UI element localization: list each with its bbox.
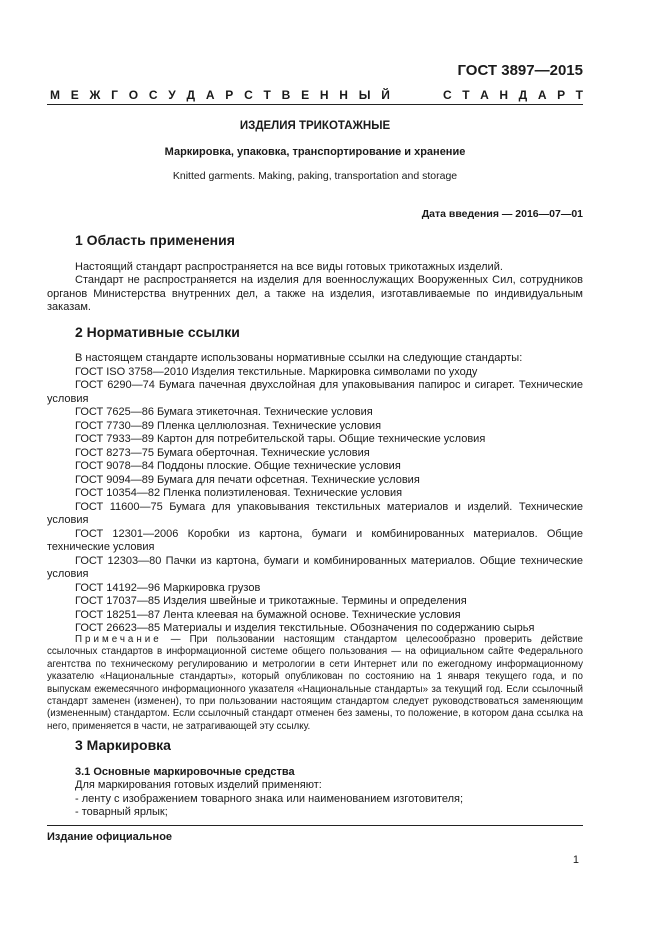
category-letter: А xyxy=(205,88,215,102)
reference-item: ГОСТ 9078—84 Поддоны плоские. Общие технические условия xyxy=(75,460,401,472)
category-letter: Н xyxy=(499,88,509,102)
category-letter: Е xyxy=(301,88,310,102)
reference-item: ГОСТ 14192—96 Маркировка грузов xyxy=(75,581,261,594)
standard-category xyxy=(50,88,583,102)
category-letter: А xyxy=(480,88,489,102)
reference-item: ГОСТ 26623—85 Материалы и изделия текстильные. Обозначения по содержанию сырья xyxy=(75,622,535,634)
note-text: — При пользовании настоящим стандартом целесообразно проверить действие ссылочных стандартов в информационной системе общего пользования — на официальном сайте Федерального агентства по техническому регулированию и метрологии в сети Интернет или по ежегодному информационному указателю «Национальные стандарты», который опубликован по состоянию на 1 января текущего года, и по выпускам ежемесячного информационного указателя «Национальные стандарты» за текущий год. Если ссылочный стандарт заменен (изменен), то при пользовании настоящим стандартом следует руководствоваться заменяющим (измененным) стандартом. Если ссылочный стандарт отменен без замены, то положение, в котором дана ссылка на него, применяется в части, не затрагивающей эту ссылку. xyxy=(47,634,583,732)
category-letter: С xyxy=(244,88,253,102)
reference-item: ГОСТ 7933—89 Картон для потребительской тары. Общие технические условия xyxy=(75,433,486,445)
category-letter: В xyxy=(281,88,291,102)
standard-number: ГОСТ 3897—2015 xyxy=(457,62,583,79)
category-letter: Т xyxy=(575,88,583,102)
reference-item: ГОСТ 11600—75 Бумага для упаковывания текстильных материалов и изделий. Технические условия xyxy=(47,500,583,526)
section3-body xyxy=(47,779,583,820)
header-rule xyxy=(47,104,583,105)
english-title: Knitted garments. Making, paking, transportation and storage xyxy=(172,170,458,182)
category-letter: Н xyxy=(339,88,348,102)
reference-item: ГОСТ 12303—80 Пачки из картона, бумаги и комбинированных материалов. Общие технические условия xyxy=(47,554,583,580)
category-letter: Ы xyxy=(358,88,371,102)
category-letter: У xyxy=(168,88,176,102)
category-letter: Т xyxy=(263,88,271,102)
reference-item: ГОСТ 7625—86 Бумага этикеточная. Технические условия xyxy=(75,406,373,418)
category-letter: Д xyxy=(186,88,196,102)
reference-item: ГОСТ 10354—82 Пленка полиэтиленовая. Технические условия xyxy=(75,487,403,499)
section1-paragraph2: Стандарт не распространяется на изделия для военнослужащих Вооруженных Сил, сотрудников органов Министерства внутренних дел, а также на изделия, изготавливаемые по индивидуальным заказам. xyxy=(47,274,583,313)
category-letter: С xyxy=(443,88,452,102)
reference-item: ГОСТ 9094—89 Бумага для печати офсетная. Технические условия xyxy=(75,473,420,486)
category-standard xyxy=(443,88,583,102)
references-intro: В настоящем стандарте использованы нормативные ссылки на следующие стандарты: xyxy=(75,352,523,364)
category-letter: А xyxy=(537,88,547,102)
category-letter: Й xyxy=(381,88,390,102)
category-letter: Ж xyxy=(89,88,101,102)
section1-paragraph1: Настоящий стандарт распространяется на все виды готовых трикотажных изделий. xyxy=(75,261,503,273)
category-letter: Р xyxy=(225,88,234,102)
section3-line: - товарный ярлык; xyxy=(75,806,168,818)
reference-item: ГОСТ 7730—89 Пленка целлюлозная. Технические условия xyxy=(75,419,382,432)
section3-line: - ленту с изображением товарного знака или наименованием изготовителя; xyxy=(75,792,464,805)
category-letter: Н xyxy=(319,88,329,102)
note-label: Примечание xyxy=(75,634,162,645)
category-letter: Е xyxy=(70,88,79,102)
note xyxy=(47,634,583,733)
category-letter: Р xyxy=(557,88,566,102)
reference-item: ГОСТ 6290—74 Бумага пачечная двухслойная для упаковывания папирос и сигарет. Технические условия xyxy=(47,379,583,405)
category-interstate xyxy=(50,88,390,102)
document-title: ИЗДЕЛИЯ ТРИКОТАЖНЫЕ xyxy=(239,120,391,132)
section3-subheading: 3.1 Основные маркировочные средства xyxy=(75,766,295,778)
section3-line: Для маркирования готовых изделий применяют: xyxy=(75,779,322,791)
section2-heading: 2 Нормативные ссылки xyxy=(75,324,240,340)
category-letter: Д xyxy=(518,88,528,102)
category-letter: М xyxy=(50,88,60,102)
category-letter: Г xyxy=(111,88,118,102)
category-letter: О xyxy=(128,88,139,102)
reference-item: ГОСТ ISO 3758—2010 Изделия текстильные. Маркировка символами по уходу xyxy=(75,365,478,378)
footer-rule xyxy=(47,825,583,826)
category-letter: Т xyxy=(462,88,470,102)
official-edition-label: Издание официальное xyxy=(47,831,173,843)
reference-item: ГОСТ 17037—85 Изделия швейные и трикотажные. Термины и определения xyxy=(75,595,467,607)
section1-heading: 1 Область применения xyxy=(75,232,235,248)
reference-item: ГОСТ 12301—2006 Коробки из картона, бумаги и комбинированных материалов. Общие технические условия xyxy=(47,527,583,553)
references xyxy=(47,366,583,636)
reference-item: ГОСТ 8273—75 Бумага оберточная. Технические условия xyxy=(75,446,370,459)
reference-item: ГОСТ 18251—87 Лента клеевая на бумажной основе. Технические условия xyxy=(75,608,461,621)
page-number: 1 xyxy=(572,854,579,866)
section3-heading: 3 Маркировка xyxy=(75,737,171,753)
category-letter: С xyxy=(148,88,158,102)
intro-date: Дата введения — 2016—07—01 xyxy=(421,208,583,220)
references-list xyxy=(47,352,583,636)
document-subtitle: Маркировка, упаковка, транспортирование и хранение xyxy=(164,146,466,158)
